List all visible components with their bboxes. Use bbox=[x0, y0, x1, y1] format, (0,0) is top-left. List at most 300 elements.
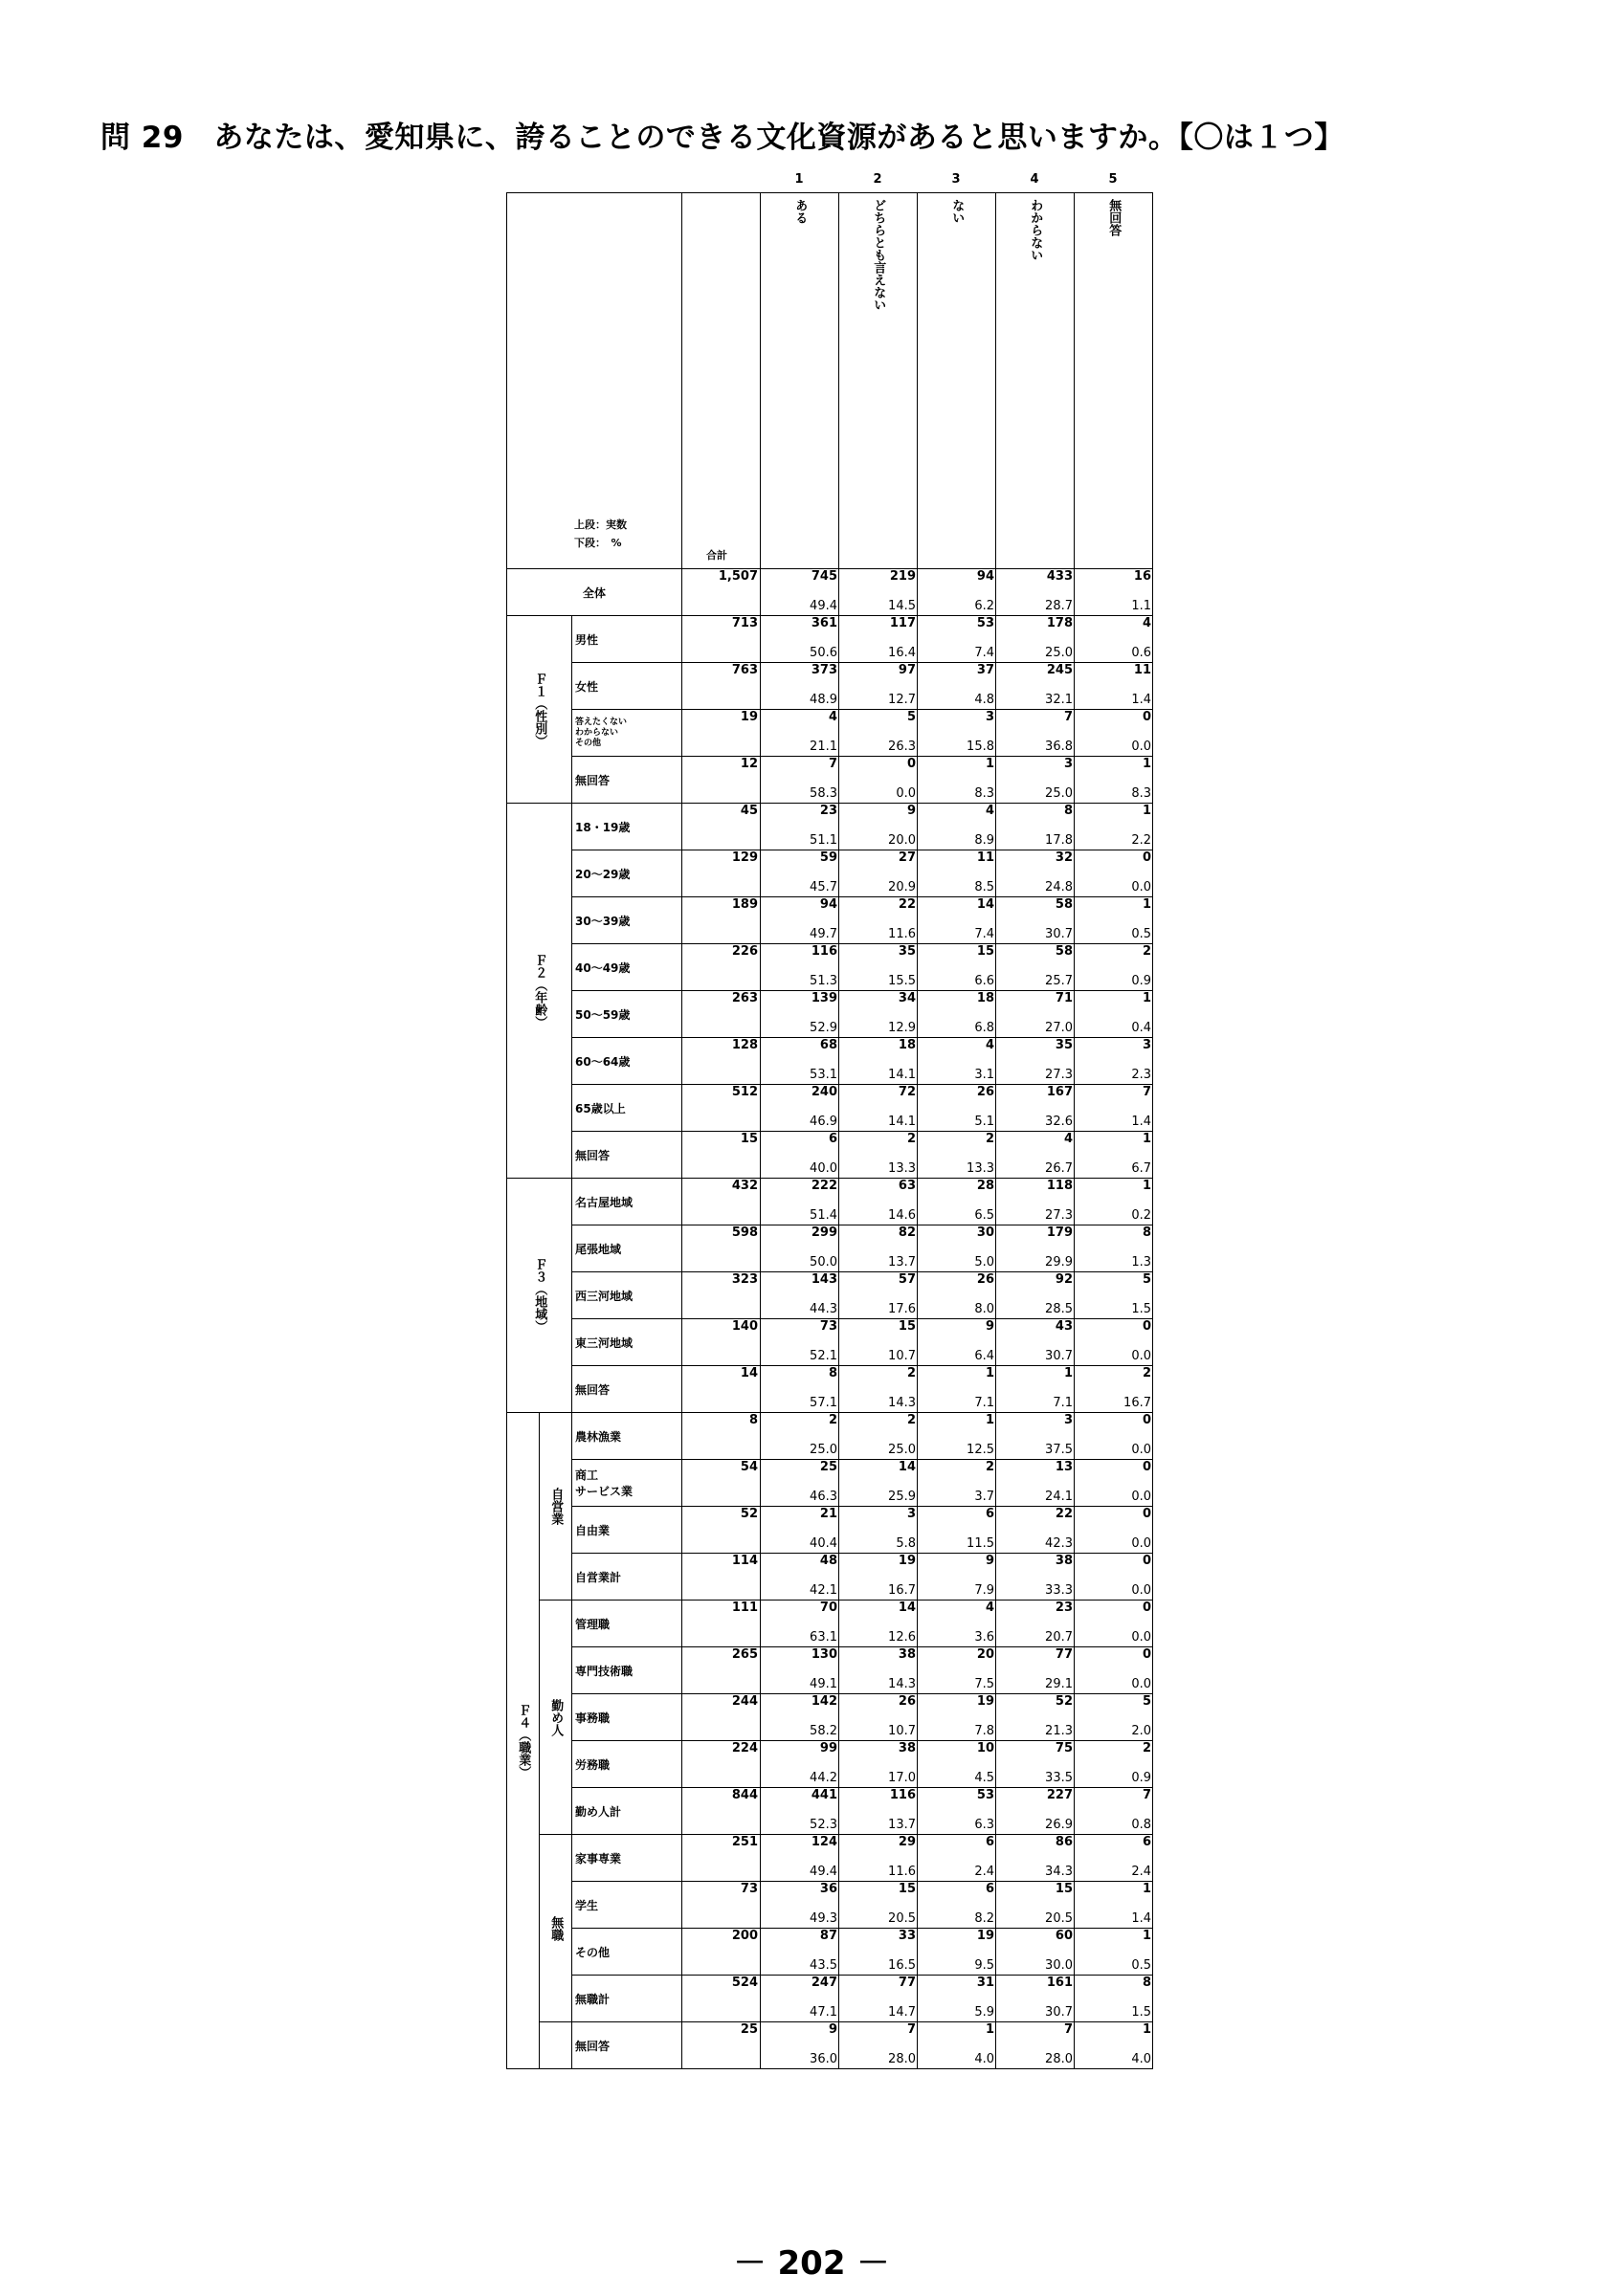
count-value: 26 bbox=[976, 1085, 994, 1099]
value-cell bbox=[839, 1647, 918, 1694]
value-cell bbox=[761, 663, 839, 710]
count-value: 19 bbox=[976, 1929, 994, 1943]
total-cell: 129 bbox=[682, 850, 761, 897]
percent-value: 58.2 bbox=[810, 1724, 837, 1738]
count-value: 1 bbox=[1142, 757, 1151, 771]
value-cell bbox=[761, 1085, 839, 1132]
value-cell bbox=[1075, 2022, 1153, 2069]
percent-value: 0.0 bbox=[1131, 1443, 1151, 1457]
column-header bbox=[1075, 193, 1153, 569]
value-cell bbox=[761, 757, 839, 804]
count-value: 2 bbox=[1142, 1741, 1151, 1755]
count-value: 178 bbox=[1046, 616, 1073, 630]
table-row bbox=[507, 2022, 1153, 2069]
legend-lower: 下段： % bbox=[574, 537, 622, 549]
percent-value: 2.0 bbox=[1131, 1724, 1151, 1738]
value-cell bbox=[1075, 1554, 1153, 1601]
value-cell bbox=[918, 1460, 996, 1507]
value-cell bbox=[1075, 1507, 1153, 1554]
value-cell bbox=[839, 897, 918, 944]
percent-value: 6.4 bbox=[974, 1349, 994, 1363]
percent-value: 47.1 bbox=[810, 2005, 837, 2020]
value-cell bbox=[839, 1413, 918, 1460]
count-value: 68 bbox=[819, 1038, 837, 1052]
count-value: 99 bbox=[819, 1741, 837, 1755]
table-row bbox=[507, 1835, 1153, 1882]
total-cell: 713 bbox=[682, 616, 761, 663]
percent-value: 24.8 bbox=[1045, 880, 1073, 894]
count-value: 10 bbox=[976, 1741, 994, 1755]
column-number: 5 bbox=[1108, 172, 1118, 187]
value-cell bbox=[1075, 1132, 1153, 1179]
total-cell: 251 bbox=[682, 1835, 761, 1882]
row-label: 名古屋地域 bbox=[572, 1179, 682, 1225]
column-number: 4 bbox=[1030, 172, 1039, 187]
percent-value: 20.7 bbox=[1045, 1630, 1073, 1645]
row-label: 自営業計 bbox=[572, 1554, 682, 1601]
value-cell bbox=[996, 1507, 1075, 1554]
value-cell bbox=[839, 1366, 918, 1413]
value-cell bbox=[761, 1929, 839, 1976]
count-value: 124 bbox=[811, 1835, 837, 1849]
table-row bbox=[507, 1929, 1153, 1976]
legend-upper: 上段：実数 bbox=[574, 519, 627, 531]
count-value: 1 bbox=[1142, 1882, 1151, 1896]
percent-value: 0.5 bbox=[1131, 927, 1151, 941]
value-cell bbox=[839, 1507, 918, 1554]
value-cell bbox=[839, 757, 918, 804]
value-cell bbox=[839, 663, 918, 710]
value-cell bbox=[761, 897, 839, 944]
total-cell: 200 bbox=[682, 1929, 761, 1976]
percent-value: 24.1 bbox=[1045, 1490, 1073, 1504]
percent-value: 0.0 bbox=[1131, 1677, 1151, 1691]
value-cell bbox=[996, 1085, 1075, 1132]
total-cell: 128 bbox=[682, 1038, 761, 1085]
value-cell bbox=[761, 1319, 839, 1366]
group-label-text: Ｆ３（地域） bbox=[532, 1258, 547, 1333]
count-value: 5 bbox=[1142, 1694, 1151, 1709]
value-cell bbox=[1075, 1179, 1153, 1225]
value-cell bbox=[996, 804, 1075, 850]
subgroup-label bbox=[540, 1835, 572, 2022]
count-value: 161 bbox=[1046, 1976, 1073, 1990]
value-cell bbox=[996, 1179, 1075, 1225]
value-cell bbox=[996, 1601, 1075, 1647]
percent-value: 7.1 bbox=[1053, 1396, 1073, 1410]
total-cell: 844 bbox=[682, 1788, 761, 1835]
count-value: 0 bbox=[1142, 1647, 1151, 1662]
percent-value: 11.6 bbox=[888, 927, 916, 941]
percent-value: 20.9 bbox=[888, 880, 916, 894]
value-cell bbox=[1075, 1882, 1153, 1929]
percent-value: 36.0 bbox=[810, 2052, 837, 2066]
percent-value: 16.7 bbox=[888, 1583, 916, 1598]
overall-row bbox=[507, 569, 1153, 616]
percent-value: 46.3 bbox=[810, 1490, 837, 1504]
percent-value: 0.0 bbox=[1131, 1536, 1151, 1551]
percent-value: 5.0 bbox=[974, 1255, 994, 1269]
row-label: 尾張地域 bbox=[572, 1225, 682, 1272]
value-cell bbox=[918, 897, 996, 944]
row-label: 30～39歳 bbox=[572, 897, 682, 944]
percent-value: 25.0 bbox=[810, 1443, 837, 1457]
count-value: 60 bbox=[1055, 1929, 1073, 1943]
row-label: 西三河地域 bbox=[572, 1272, 682, 1319]
count-value: 20 bbox=[976, 1647, 994, 1662]
count-value: 219 bbox=[889, 569, 916, 584]
table-row bbox=[507, 1225, 1153, 1272]
legend-cell bbox=[507, 193, 682, 569]
row-label: 農林漁業 bbox=[572, 1413, 682, 1460]
percent-value: 1.4 bbox=[1131, 693, 1151, 707]
value-cell bbox=[761, 991, 839, 1038]
value-cell bbox=[918, 2022, 996, 2069]
total-cell: 226 bbox=[682, 944, 761, 991]
count-value: 33 bbox=[898, 1929, 916, 1943]
total-cell: 45 bbox=[682, 804, 761, 850]
percent-value: 50.6 bbox=[810, 646, 837, 660]
percent-value: 1.3 bbox=[1131, 1255, 1151, 1269]
overall-label: 全体 bbox=[507, 569, 682, 616]
row-label: 18・19歳 bbox=[572, 804, 682, 850]
percent-value: 25.0 bbox=[1045, 646, 1073, 660]
percent-value: 1.1 bbox=[1131, 599, 1151, 613]
value-cell bbox=[1075, 1741, 1153, 1788]
percent-value: 7.4 bbox=[974, 646, 994, 660]
total-cell: 432 bbox=[682, 1179, 761, 1225]
count-value: 11 bbox=[976, 850, 994, 865]
row-label: 無回答 bbox=[572, 1132, 682, 1179]
value-cell bbox=[1075, 1225, 1153, 1272]
value-cell bbox=[1075, 850, 1153, 897]
value-cell bbox=[839, 804, 918, 850]
count-value: 73 bbox=[819, 1319, 837, 1334]
count-value: 14 bbox=[898, 1460, 916, 1474]
count-value: 71 bbox=[1055, 991, 1073, 1005]
percent-value: 5.1 bbox=[974, 1115, 994, 1129]
count-value: 227 bbox=[1046, 1788, 1073, 1802]
value-cell bbox=[996, 1366, 1075, 1413]
row-label: 無回答 bbox=[572, 2022, 682, 2069]
count-value: 57 bbox=[898, 1272, 916, 1287]
table-row bbox=[507, 710, 1153, 757]
percent-value: 28.0 bbox=[888, 2052, 916, 2066]
row-label: 答えたくない わからない その他 bbox=[572, 710, 682, 757]
percent-value: 30.7 bbox=[1045, 927, 1073, 941]
column-label: ない bbox=[949, 199, 965, 224]
count-value: 441 bbox=[811, 1788, 837, 1802]
table-row bbox=[507, 1413, 1153, 1460]
percent-value: 3.1 bbox=[974, 1068, 994, 1082]
percent-value: 48.9 bbox=[810, 693, 837, 707]
table-row bbox=[507, 1976, 1153, 2022]
percent-value: 25.9 bbox=[888, 1490, 916, 1504]
count-value: 29 bbox=[898, 1835, 916, 1849]
percent-value: 0.0 bbox=[1131, 1630, 1151, 1645]
percent-value: 52.9 bbox=[810, 1021, 837, 1035]
count-value: 31 bbox=[976, 1976, 994, 1990]
percent-value: 0.0 bbox=[1131, 1349, 1151, 1363]
column-label: 無回答 bbox=[1106, 199, 1122, 236]
column-header bbox=[996, 193, 1075, 569]
value-cell bbox=[918, 1647, 996, 1694]
value-cell bbox=[996, 2022, 1075, 2069]
value-cell bbox=[761, 1601, 839, 1647]
count-value: 59 bbox=[819, 850, 837, 865]
value-cell bbox=[918, 1366, 996, 1413]
column-header bbox=[918, 193, 996, 569]
count-value: 34 bbox=[898, 991, 916, 1005]
percent-value: 51.4 bbox=[810, 1208, 837, 1223]
percent-value: 0.0 bbox=[1131, 880, 1151, 894]
value-cell bbox=[839, 1225, 918, 1272]
value-cell bbox=[839, 1554, 918, 1601]
value-cell bbox=[761, 1225, 839, 1272]
value-cell bbox=[1075, 1788, 1153, 1835]
value-cell bbox=[918, 991, 996, 1038]
count-value: 43 bbox=[1055, 1319, 1073, 1334]
count-value: 13 bbox=[1055, 1460, 1073, 1474]
count-value: 0 bbox=[1142, 1319, 1151, 1334]
count-value: 35 bbox=[898, 944, 916, 959]
value-cell bbox=[839, 1460, 918, 1507]
count-value: 167 bbox=[1046, 1085, 1073, 1099]
count-value: 11 bbox=[1133, 663, 1151, 677]
count-value: 53 bbox=[976, 616, 994, 630]
value-cell bbox=[996, 1976, 1075, 2022]
count-value: 3 bbox=[1063, 757, 1073, 771]
value-cell bbox=[918, 1929, 996, 1976]
count-value: 28 bbox=[976, 1179, 994, 1193]
count-value: 116 bbox=[889, 1788, 916, 1802]
value-cell bbox=[918, 804, 996, 850]
value-cell bbox=[996, 991, 1075, 1038]
page-title: 問 29 あなたは、愛知県に、誇ることのできる文化資源があると思いますか。【〇は１つ】 bbox=[100, 121, 1345, 155]
percent-value: 6.7 bbox=[1131, 1161, 1151, 1176]
value-cell bbox=[761, 944, 839, 991]
count-value: 9 bbox=[906, 804, 916, 818]
count-value: 15 bbox=[898, 1319, 916, 1334]
value-cell bbox=[761, 710, 839, 757]
percent-value: 25.0 bbox=[1045, 786, 1073, 801]
count-value: 117 bbox=[889, 616, 916, 630]
value-cell bbox=[1075, 710, 1153, 757]
percent-value: 13.7 bbox=[888, 1255, 916, 1269]
percent-value: 2.4 bbox=[1131, 1865, 1151, 1879]
count-value: 2 bbox=[1142, 1366, 1151, 1380]
count-value: 299 bbox=[811, 1225, 837, 1240]
value-cell bbox=[761, 1835, 839, 1882]
percent-value: 51.1 bbox=[810, 833, 837, 848]
value-cell bbox=[918, 944, 996, 991]
table-row bbox=[507, 991, 1153, 1038]
count-value: 247 bbox=[811, 1976, 837, 1990]
count-value: 77 bbox=[1055, 1647, 1073, 1662]
percent-value: 16.7 bbox=[1123, 1396, 1151, 1410]
count-value: 58 bbox=[1055, 944, 1073, 959]
group-label bbox=[507, 1413, 540, 2069]
row-label: 60～64歳 bbox=[572, 1038, 682, 1085]
subgroup-label-text: 自営業 bbox=[548, 1488, 564, 1525]
count-value: 35 bbox=[1055, 1038, 1073, 1052]
count-value: 1 bbox=[1142, 1179, 1151, 1193]
count-value: 6 bbox=[985, 1835, 994, 1849]
count-value: 240 bbox=[811, 1085, 837, 1099]
value-cell bbox=[761, 1366, 839, 1413]
percent-value: 14.6 bbox=[888, 1208, 916, 1223]
count-value: 2 bbox=[985, 1132, 994, 1146]
value-cell bbox=[996, 616, 1075, 663]
percent-value: 30.7 bbox=[1045, 2005, 1073, 2020]
count-value: 130 bbox=[811, 1647, 837, 1662]
value-cell bbox=[996, 1413, 1075, 1460]
value-cell bbox=[1075, 1413, 1153, 1460]
value-cell bbox=[1075, 1647, 1153, 1694]
value-cell bbox=[918, 1694, 996, 1741]
percent-value: 0.9 bbox=[1131, 974, 1151, 988]
percent-value: 49.7 bbox=[810, 927, 837, 941]
count-value: 6 bbox=[985, 1507, 994, 1521]
value-cell bbox=[996, 569, 1075, 616]
value-cell bbox=[1075, 1366, 1153, 1413]
crosstab-table bbox=[506, 192, 1153, 2069]
count-value: 7 bbox=[906, 2022, 916, 2037]
count-value: 70 bbox=[819, 1601, 837, 1615]
value-cell bbox=[996, 850, 1075, 897]
total-cell: 189 bbox=[682, 897, 761, 944]
percent-value: 25.7 bbox=[1045, 974, 1073, 988]
value-cell bbox=[996, 710, 1075, 757]
percent-value: 30.0 bbox=[1045, 1958, 1073, 1973]
count-value: 361 bbox=[811, 616, 837, 630]
percent-value: 17.8 bbox=[1045, 833, 1073, 848]
percent-value: 17.6 bbox=[888, 1302, 916, 1316]
value-cell bbox=[1075, 1038, 1153, 1085]
value-cell bbox=[1075, 1929, 1153, 1976]
percent-value: 40.0 bbox=[810, 1161, 837, 1176]
count-value: 2 bbox=[1142, 944, 1151, 959]
percent-value: 11.6 bbox=[888, 1865, 916, 1879]
percent-value: 6.8 bbox=[974, 1021, 994, 1035]
percent-value: 33.5 bbox=[1045, 1771, 1073, 1785]
value-cell bbox=[839, 1319, 918, 1366]
count-value: 0 bbox=[906, 757, 916, 771]
count-value: 37 bbox=[976, 663, 994, 677]
percent-value: 14.1 bbox=[888, 1115, 916, 1129]
percent-value: 50.0 bbox=[810, 1255, 837, 1269]
count-value: 0 bbox=[1142, 1554, 1151, 1568]
percent-value: 7.8 bbox=[974, 1724, 994, 1738]
value-cell bbox=[918, 1507, 996, 1554]
value-cell bbox=[918, 1038, 996, 1085]
count-value: 58 bbox=[1055, 897, 1073, 912]
count-value: 0 bbox=[1142, 1601, 1151, 1615]
count-value: 0 bbox=[1142, 1413, 1151, 1427]
value-cell bbox=[839, 1601, 918, 1647]
total-cell: 244 bbox=[682, 1694, 761, 1741]
percent-value: 2.4 bbox=[974, 1865, 994, 1879]
count-value: 0 bbox=[1142, 710, 1151, 724]
value-cell bbox=[996, 1132, 1075, 1179]
count-value: 6 bbox=[1142, 1835, 1151, 1849]
percent-value: 30.7 bbox=[1045, 1349, 1073, 1363]
percent-value: 20.5 bbox=[888, 1911, 916, 1926]
total-header bbox=[682, 193, 761, 569]
value-cell bbox=[1075, 1976, 1153, 2022]
value-cell bbox=[761, 1882, 839, 1929]
table-row bbox=[507, 1507, 1153, 1554]
count-value: 1 bbox=[985, 1413, 994, 1427]
count-value: 1 bbox=[1142, 804, 1151, 818]
percent-value: 0.0 bbox=[896, 786, 916, 801]
total-cell: 323 bbox=[682, 1272, 761, 1319]
percent-value: 13.7 bbox=[888, 1818, 916, 1832]
value-cell bbox=[761, 1976, 839, 2022]
value-cell bbox=[761, 850, 839, 897]
count-value: 3 bbox=[906, 1507, 916, 1521]
value-cell bbox=[1075, 804, 1153, 850]
count-value: 27 bbox=[898, 850, 916, 865]
row-label: 男性 bbox=[572, 616, 682, 663]
count-value: 1 bbox=[1142, 991, 1151, 1005]
row-label: 女性 bbox=[572, 663, 682, 710]
table-row bbox=[507, 663, 1153, 710]
count-value: 116 bbox=[811, 944, 837, 959]
table-row bbox=[507, 1788, 1153, 1835]
percent-value: 49.3 bbox=[810, 1911, 837, 1926]
percent-value: 12.6 bbox=[888, 1630, 916, 1645]
row-label: 事務職 bbox=[572, 1694, 682, 1741]
value-cell bbox=[839, 1835, 918, 1882]
count-value: 2 bbox=[906, 1413, 916, 1427]
value-cell bbox=[996, 1835, 1075, 1882]
group-label bbox=[507, 616, 572, 804]
total-cell: 15 bbox=[682, 1132, 761, 1179]
table-row bbox=[507, 1179, 1153, 1225]
percent-value: 21.3 bbox=[1045, 1724, 1073, 1738]
count-value: 19 bbox=[976, 1694, 994, 1709]
value-cell bbox=[761, 616, 839, 663]
percent-value: 8.3 bbox=[974, 786, 994, 801]
subgroup-label-text: 無職 bbox=[548, 1915, 564, 1941]
table-row bbox=[507, 804, 1153, 850]
value-cell bbox=[761, 1554, 839, 1601]
percent-value: 13.3 bbox=[967, 1161, 994, 1176]
table-row bbox=[507, 1366, 1153, 1413]
count-value: 38 bbox=[898, 1647, 916, 1662]
percent-value: 16.4 bbox=[888, 646, 916, 660]
count-value: 4 bbox=[1063, 1132, 1073, 1146]
count-value: 82 bbox=[898, 1225, 916, 1240]
value-cell bbox=[918, 850, 996, 897]
value-cell bbox=[918, 1272, 996, 1319]
row-label: 無回答 bbox=[572, 757, 682, 804]
percent-value: 6.5 bbox=[974, 1208, 994, 1223]
count-value: 26 bbox=[976, 1272, 994, 1287]
count-value: 8 bbox=[828, 1366, 837, 1380]
total-cell: 8 bbox=[682, 1413, 761, 1460]
value-cell bbox=[918, 663, 996, 710]
value-cell bbox=[839, 1741, 918, 1788]
percent-value: 57.1 bbox=[810, 1396, 837, 1410]
value-cell bbox=[839, 1272, 918, 1319]
count-value: 0 bbox=[1142, 1460, 1151, 1474]
percent-value: 6.6 bbox=[974, 974, 994, 988]
count-value: 179 bbox=[1046, 1225, 1073, 1240]
count-value: 118 bbox=[1046, 1179, 1073, 1193]
total-cell: 1,507 bbox=[682, 569, 761, 616]
